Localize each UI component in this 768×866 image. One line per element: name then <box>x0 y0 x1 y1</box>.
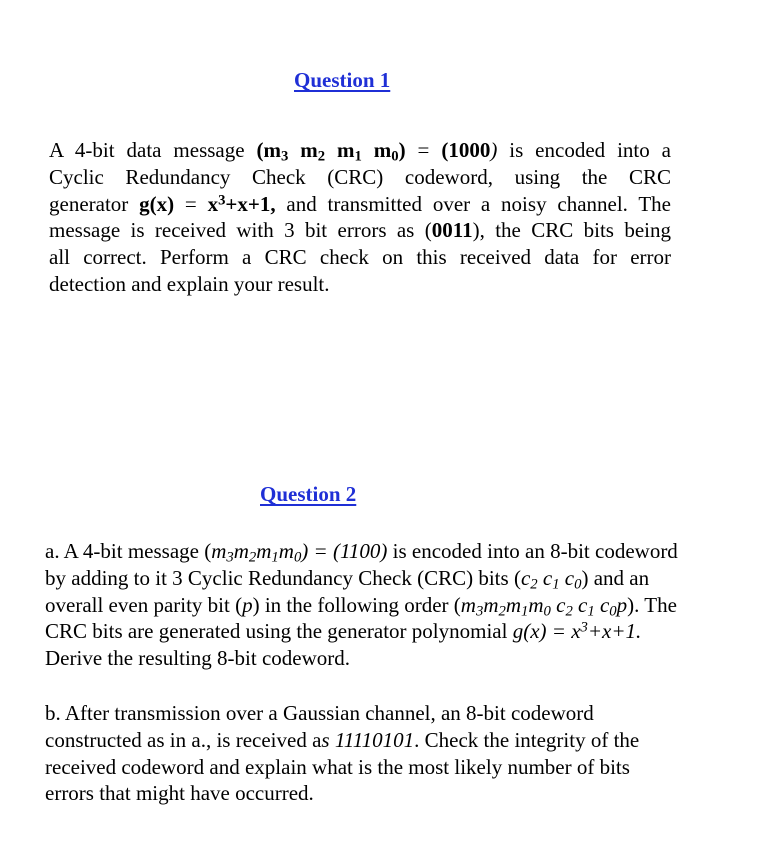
question-1-body <box>49 137 671 298</box>
question-1-heading: Question 1 <box>294 68 391 92</box>
q2a-line-3: overall even parity bit (p) in the following order ($m_3m_2m_1m_0$ $c_2$ $c_1$ $c_0p$). The <box>45 592 677 620</box>
q2a-line-5: Derive the resulting 8-bit codeword. <box>45 646 350 671</box>
q2a-line-2: by adding to it 3 Cyclic Redundancy Check (CRC) bits ($c_2$ $c_1$ $c_0$) and an <box>45 565 650 593</box>
q1-line-5: all correct. Perform a CRC check on this received data for error <box>49 245 671 270</box>
question-2-heading: Question 2 <box>260 482 357 506</box>
question-2a-body <box>45 538 735 672</box>
q1-line-2: Cyclic Redundancy Check (CRC) codeword, using the CRC <box>49 164 671 189</box>
q2b-line-2: constructed as in a., is received as 11110101. Check the integrity of the <box>45 727 640 752</box>
q1-line-1: A 4-bit data message ($m_3$ $m_2$ $m_1$ $m_0) = (1000)$ is encoded into a <box>49 138 671 165</box>
q1-line-3: generator $g(x) = x^3+x+1$, and transmitted over a noisy channel. The <box>49 191 671 216</box>
q2b-line-3: received codeword and explain what is the most likely number of bits <box>45 754 630 779</box>
q2a-line-4: CRC bits are generated using the generator polynomial $g(x) = x^3+x+1$. <box>45 619 642 644</box>
question-2b-body <box>45 700 735 807</box>
q2b-line-4: errors that might have occurred. <box>45 781 314 806</box>
q2a-line-1: a. A 4-bit message $(m_3m_2m_1m_0) = (1100)$ is encoded into an 8-bit codeword <box>45 539 678 566</box>
q1-line-4: message is received with 3 bit errors as (0011), the CRC bits being <box>49 218 671 243</box>
q2b-line-1: b. After transmission over a Gaussian channel, an 8-bit codeword <box>45 701 594 725</box>
q1-line-6: detection and explain your result. <box>49 271 330 296</box>
